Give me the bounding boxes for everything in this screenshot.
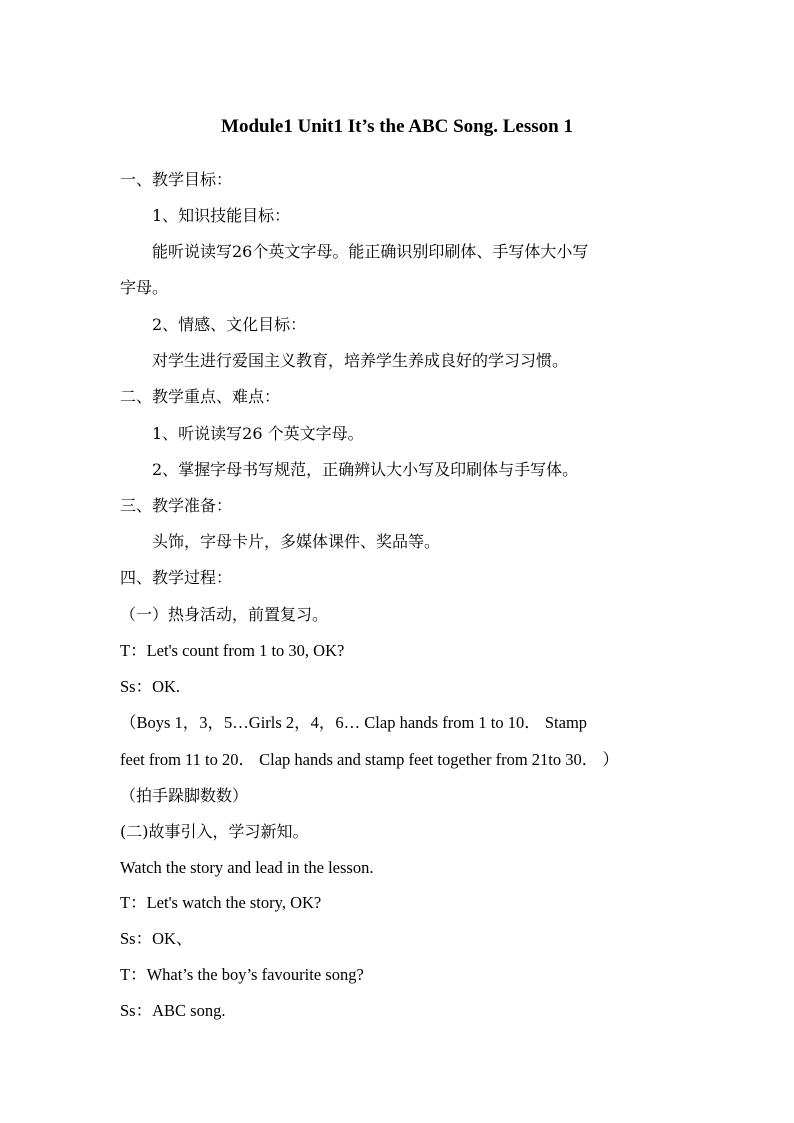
subheading-knowledge-skills: 1、知识技能目标： xyxy=(152,206,291,225)
list-item: 1、听说读写26 个英文字母。 xyxy=(152,424,364,443)
subheading-warm-up: （一）热身活动，前置复习。 xyxy=(120,605,329,624)
subheading-story: (二)故事引入，学习新知。 xyxy=(120,822,309,841)
heading-key-points: 二、教学重点、难点： xyxy=(120,387,281,406)
list-item: 2、掌握字母书写规范，正确辨认大小写及印刷体与手写体。 xyxy=(152,460,579,479)
dialogue-line: Ss：ABC song. xyxy=(120,1001,226,1020)
note-line: （拍手跺脚数数） xyxy=(120,786,249,805)
instruction-line: （Boys 1，3，5…Girls 2，4，6… Clap hands from 1 to 10． Stamp xyxy=(120,713,588,732)
paragraph-line: Watch the story and lead in the lesson. xyxy=(120,858,374,877)
dialogue-line: Ss：OK. xyxy=(120,677,181,696)
document-title: Module1 Unit1 It’s the ABC Song. Lesson 1 xyxy=(221,116,573,137)
dialogue-line: T：Let's watch the story, OK? xyxy=(120,893,322,912)
subheading-emotion-culture: 2、情感、文化目标： xyxy=(152,315,307,334)
heading-process: 四、教学过程： xyxy=(120,568,233,587)
heading-objectives: 一、教学目标： xyxy=(120,170,233,189)
dialogue-line: T：What’s the boy’s favourite song? xyxy=(120,965,364,984)
paragraph-line: 对学生进行爱国主义教育，培养学生养成良好的学习习惯。 xyxy=(152,351,569,370)
paragraph-line: 头饰，字母卡片，多媒体课件、奖品等。 xyxy=(152,532,441,551)
paragraph-line: 字母。 xyxy=(120,278,169,297)
dialogue-line: Ss：OK、 xyxy=(120,929,193,948)
paragraph-line: 能听说读写26个英文字母。能正确识别印刷体、手写体大小写 xyxy=(152,242,589,261)
dialogue-line: T：Let's count from 1 to 30, OK? xyxy=(120,641,345,660)
instruction-line: feet from 11 to 20． Clap hands and stamp feet together from 21to 30． ） xyxy=(120,750,619,769)
heading-preparation: 三、教学准备： xyxy=(120,496,233,515)
